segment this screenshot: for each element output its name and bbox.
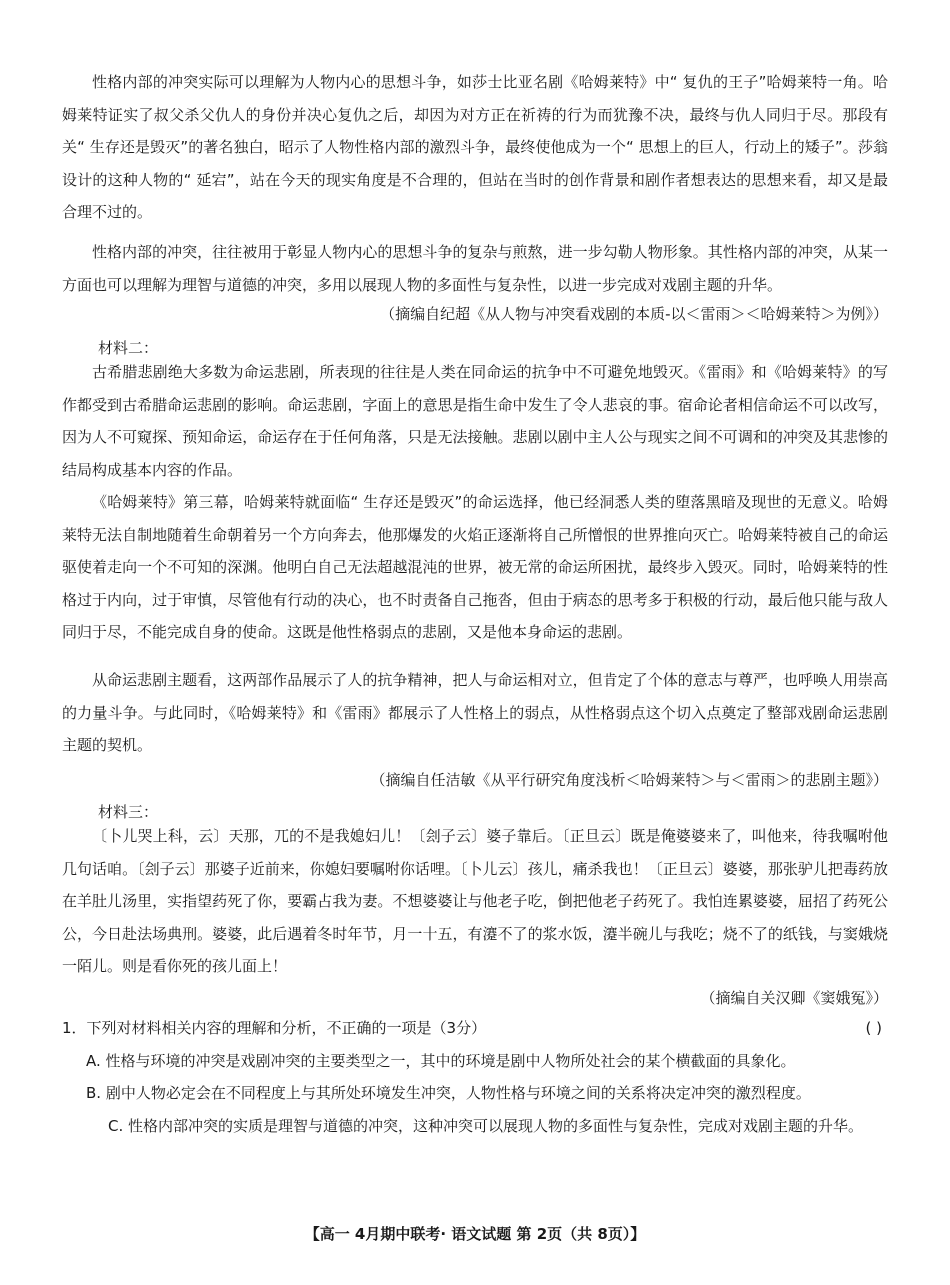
material1-paragraph-1: 性格内部的冲突实际可以理解为人物内心的思想斗争，如莎士比亚名剧《哈姆莱特》中“ 复仇的王子”哈姆莱特一角。哈姆莱特证实了叔父杀父仇人的身份并决心复仇之后，却因为对方正在祈祷的行为而犹豫不决，最终与仇人同归于尽。那段有关“ 生存还是毁灭”的著名独白，昭示了人物性格内部的激烈斗争，最终使他成为一个“ 思想上的巨人，行动上的矮子”。莎翁设计的这种人物的“ 延宕”，站在今天的现实角度是不合理的，但站在当时的创作背景和剧作者想表达的思想来看，却又是最合理不过的。 bbox=[62, 73, 888, 221]
answer-blank: ( ) bbox=[865, 1019, 882, 1037]
material2-heading: 材料二： bbox=[98, 339, 159, 357]
option-a: A. 性格与环境的冲突是戏剧冲突的主要类型之一，其中的环境是剧中人物所处社会的某个横截面的具象化。 bbox=[86, 1052, 796, 1070]
page-footer: 【高一 4月期中联考· 语文试题 第 2页（共 8页）】 bbox=[304, 1225, 646, 1243]
option-c: C. 性格内部冲突的实质是理智与道德的冲突，这种冲突可以展现人物的多面性与复杂性，完成对戏剧主题的升华。 bbox=[108, 1117, 864, 1135]
material2-paragraph-1: 古希腊悲剧绝大多数为命运悲剧，所表现的往往是人类在同命运的抗争中不可避免地毁灭。《雷雨》和《哈姆莱特》的写作都受到古希腊命运悲剧的影响。命运悲剧，字面上的意思是指生命中发生了令人悲哀的事。宿命论者相信命运不可以改写，因为人不可窥探、预知命运，命运存在于任何角落，只是无法接触。悲剧以剧中主人公与现实之间不可调和的冲突及其悲惨的结局构成基本内容的作品。 bbox=[62, 363, 888, 479]
material2-paragraph-3: 从命运悲剧主题看，这两部作品展示了人的抗争精神，把人与命运相对立，但肯定了个体的意志与尊严，也呼唤人用崇高的力量斗争。与此同时，《哈姆莱特》和《雷雨》都展示了人性格上的弱点，从性格弱点这个切入点奠定了整部戏剧命运悲剧主题的契机。 bbox=[62, 671, 888, 754]
material3-source: （摘编自关汉卿《窦娥冤》） bbox=[700, 989, 888, 1007]
option-b: B. 剧中人物必定会在不同程度上与其所处环境发生冲突，人物性格与环境之间的关系将决定冲突的激烈程度。 bbox=[86, 1084, 811, 1102]
material1-source: （摘编自纪超《从人物与冲突看戏剧的本质-以＜雷雨＞＜哈姆莱特＞为例》） bbox=[380, 305, 888, 323]
question-1 bbox=[62, 1012, 888, 1044]
material1-paragraph-2: 性格内部的冲突，往往被用于彰显人物内心的思想斗争的复杂与煎熬，进一步勾勒人物形象。其性格内部的冲突，从某一方面也可以理解为理智与道德的冲突，多用以展现人物的多面性与复杂性，以进一步完成对戏剧主题的升华。 bbox=[62, 243, 888, 294]
question-1-stem: 1．下列对材料相关内容的理解和分析，不正确的一项是（3分） bbox=[62, 1019, 487, 1037]
material2-paragraph-2: 《哈姆莱特》第三幕，哈姆莱特就面临“ 生存还是毁灭”的命运选择，他已经洞悉人类的堕落黑暗及现世的无意义。哈姆莱特无法自制地随着生命朝着另一个方向奔去，他那爆发的火焰正逐渐将自己所憎恨的世界推向灭亡。哈姆莱特被自己的命运驱使着走向一个不可知的深渊。他明白自己无法超越混沌的世界，被无常的命运所困扰，最终步入毁灭。同时，哈姆莱特的性格过于内向，过于审慎，尽管他有行动的决心，也不时责备自己拖沓，但由于病态的思考多于积极的行动，最后他只能与敌人同归于尽，不能完成自身的使命。这既是他性格弱点的悲剧，又是他本身命运的悲剧。 bbox=[62, 493, 888, 641]
material2-source: （摘编自任洁敏《从平行研究角度浅析＜哈姆莱特＞与＜雷雨＞的悲剧主题》） bbox=[370, 771, 888, 789]
material3-paragraph-1: 〔卜儿哭上科，云〕天那，兀的不是我媳妇儿！〔刽子云〕婆子靠后。〔正旦云〕既是俺婆婆来了，叫他来，待我嘱咐他几句话咱。〔刽子云〕那婆子近前来，你媳妇要嘱咐你话哩。〔卜儿云〕孩儿，痛杀我也！〔正旦云〕婆婆，那张驴儿把毒药放在羊肚儿汤里，实指望药死了你，要霸占我为妻。不想婆婆让与他老子吃，倒把他老子药死了。我怕连累婆婆，屈招了药死公公，今日赴法场典刑。婆婆，此后遇着冬时年节，月一十五，有瀽不了的浆水饭，瀽半碗儿与我吃；烧不了的纸钱，与窦娥烧一陌儿。则是看你死的孩儿面上！ bbox=[62, 827, 888, 975]
material3-heading: 材料三： bbox=[98, 803, 159, 821]
